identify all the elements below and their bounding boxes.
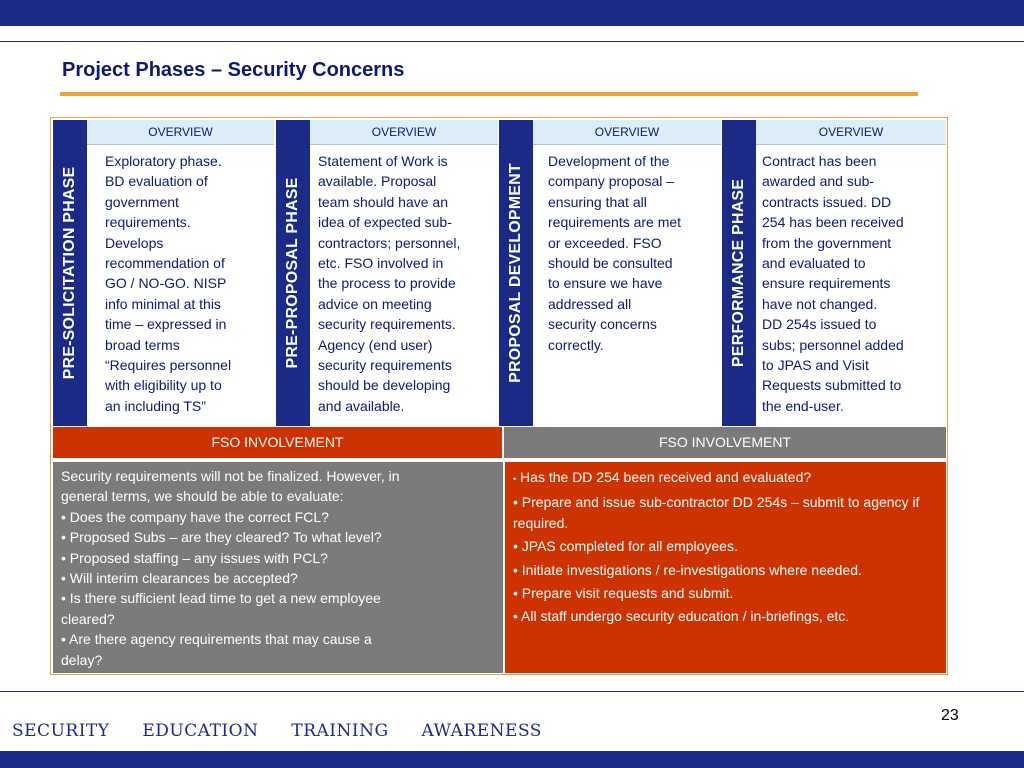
fso-left-line: general terms, we should be able to evaluate: (61, 488, 344, 505)
fso-left-line: • Does the company have the correct FCL? (61, 508, 329, 525)
fso-left-line: • Will interim clearances be accepted? (61, 570, 298, 587)
overview-text-performance: Contract has been awarded and sub- contracts issued. DD 254 has been received from the government and evaluated to ensure requirements have not changed. DD 254s issued to subs; personnel added to JPAS and Visit Requests submitted to the end-user. (762, 153, 904, 414)
page-title: Project Phases – Security Concerns (62, 59, 405, 81)
phase-label-pre-proposal: PRE-PROPOSAL PHASE (284, 177, 301, 369)
phase-label-performance: PERFORMANCE PHASE (730, 178, 747, 368)
fso-header-right: FSO INVOLVEMENT (504, 427, 946, 458)
phase-bar-proposal-development (499, 120, 533, 426)
page-number: 23 (941, 707, 959, 724)
fso-right-item: • All staff undergo security education / in-briefings, etc. (513, 608, 850, 625)
fso-left-line: • Is there sufficient lead time to get a new employee (61, 590, 381, 607)
overview-header-pre-proposal: OVERVIEW (310, 120, 498, 145)
bottom-banner (0, 751, 1024, 768)
title-underline (60, 92, 918, 96)
footer-word: AWARENESS (421, 721, 542, 741)
phase-bar-performance (722, 120, 756, 426)
fso-left-line: delay? (61, 651, 103, 668)
phase-label-pre-solicitation: PRE-SOLICITATION PHASE (61, 166, 78, 380)
fso-left-line: • Are there agency requirements that may cause a (61, 631, 372, 648)
footer-word: TRAINING (291, 721, 389, 741)
overview-header-performance: OVERVIEW (756, 120, 946, 145)
phase-label-proposal-development: PROPOSAL DEVELOPMENT (507, 163, 524, 383)
footer-word: EDUCATION (142, 721, 259, 741)
fso-left-line: Security requirements will not be finalized. However, in (61, 468, 400, 484)
phase-bar-pre-proposal (276, 120, 310, 426)
fso-panel-left (53, 462, 503, 673)
fso-left-line: • Proposed Subs – are they cleared? To what level? (61, 529, 382, 546)
fso-left-line: • Proposed staffing – any issues with PCL? (61, 549, 328, 566)
fso-right-item: • Has the DD 254 been received and evaluated? (513, 469, 812, 485)
phase-bar-pre-solicitation (53, 120, 87, 426)
fso-right-item: • Initiate investigations / re-investigations where needed. (513, 561, 862, 578)
footer-word: SECURITY (12, 721, 110, 741)
fso-right-item: • JPAS completed for all employees. (513, 538, 738, 555)
overview-text-pre-solicitation: Exploratory phase. BD evaluation of government requirements. Develops recommendation of GO / NO-GO. NISP info minimal at this time – expressed in broad terms “Requires personnel with eligibility up to an including TS” (105, 153, 232, 414)
overview-text-pre-proposal: Statement of Work is available. Proposal team should have an idea of expected sub- contractors; personnel, etc. FSO involved in the process to provide advice on meeting security requirements. Agency (end user) security requirements should be developing and available. (318, 153, 461, 414)
footer-tagline (12, 721, 569, 741)
fso-right-item: • Prepare and issue sub-contractor DD 254s – submit to agency if required. (513, 494, 920, 531)
bottom-divider (0, 691, 1024, 692)
overview-text-proposal-development: Development of the company proposal – ensuring that all requirements are met or exceeded. FSO should be consulted to ensure we have addressed all security concerns correctly. (548, 153, 682, 353)
fso-left-line: cleared? (61, 610, 115, 627)
fso-header-left: FSO INVOLVEMENT (53, 427, 502, 458)
fso-panel-right (505, 462, 946, 673)
top-banner (0, 0, 1024, 26)
overview-header-pre-solicitation: OVERVIEW (87, 120, 274, 145)
top-divider (0, 41, 1024, 42)
fso-right-item: • Prepare visit requests and submit. (513, 585, 734, 602)
overview-header-proposal-development: OVERVIEW (533, 120, 721, 145)
